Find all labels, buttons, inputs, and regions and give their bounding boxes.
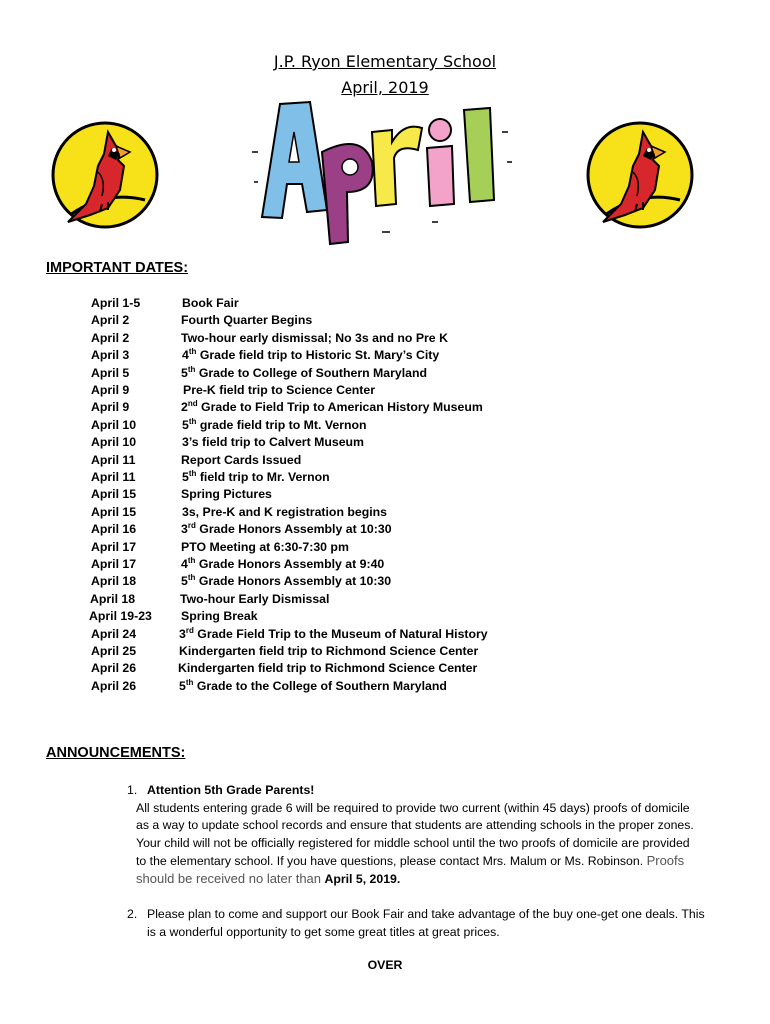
announcement-text: Your child will not be officially registered for middle school until the two proofs of domicile are provided — [136, 835, 690, 850]
event-date: April 9 — [91, 383, 130, 397]
event-date: April 9 — [91, 400, 130, 415]
event-date: April 5 — [91, 365, 130, 380]
april-letter-r — [372, 127, 422, 206]
event-date: April 3 — [91, 348, 130, 363]
event-description: Two-hour early dismissal; No 3s and no Pre K — [181, 330, 448, 345]
event-description: Book Fair — [182, 296, 239, 310]
event-description: 5th Grade to College of Southern Maryland — [181, 364, 428, 380]
april-letter-a — [262, 102, 327, 218]
announcement-text: to the elementary school. If you have questions, please contact Mrs. Malum or Ms. Robinson. Proofs — [136, 853, 685, 868]
school-name: J.P. Ryon Elementary School — [273, 52, 497, 71]
event-description: 4th Grade Honors Assembly at 9:40 — [181, 555, 385, 571]
event-description: Spring Break — [181, 609, 258, 624]
event-description: Pre-K field trip to Science Center — [183, 383, 376, 397]
event-description: Spring Pictures — [181, 487, 272, 502]
event-description: 5th field trip to Mr. Vernon — [182, 468, 330, 484]
announcement-number: 1. — [127, 783, 138, 797]
event-date: April 15 — [91, 504, 137, 519]
event-date: April 25 — [91, 644, 137, 658]
important-dates-heading: IMPORTANT DATES: — [46, 260, 189, 276]
event-description: 4th Grade field trip to Historic St. Mary’s City — [182, 347, 440, 363]
event-date: April 19-23 — [89, 609, 152, 624]
event-date: April 10 — [91, 435, 137, 450]
event-date: April 2 — [91, 313, 130, 328]
announcements-heading: ANNOUNCEMENTS: — [46, 745, 186, 761]
event-date: April 18 — [90, 591, 136, 606]
cardinal-logo-right — [585, 120, 695, 230]
event-date: April 24 — [91, 626, 137, 641]
event-date: April 1-5 — [91, 296, 141, 310]
april-clipart — [232, 92, 532, 252]
event-description: 3’s field trip to Calvert Museum — [182, 435, 364, 450]
event-description: 5th Grade to the College of Southern Maryland — [179, 677, 447, 693]
over-label: OVER — [367, 958, 403, 972]
event-date: April 10 — [91, 417, 137, 432]
event-date: April 26 — [91, 678, 137, 693]
event-date: April 2 — [91, 330, 130, 345]
april-letter-l — [464, 108, 494, 202]
cardinal-logo-left — [50, 120, 160, 230]
announcement-text: as a way to update school records and ensure that students are attending schools in the proper zones. — [136, 818, 694, 832]
month-year: April, 2019 — [341, 78, 429, 97]
announcement-text: should be received no later than April 5, 2019. — [136, 870, 401, 886]
event-description: 3s, Pre-K and K registration begins — [182, 504, 387, 519]
event-description: 5th grade field trip to Mt. Vernon — [182, 416, 367, 432]
announcement-number: 2. — [127, 907, 138, 921]
announcement-text: is a wonderful opportunity to get some great titles at great prices. — [147, 924, 500, 939]
announcement-text: Please plan to come and support our Book Fair and take advantage of the buy one-get one deals. This — [147, 907, 705, 921]
event-description: Kindergarten field trip to Richmond Science Center — [179, 644, 479, 658]
event-date: April 17 — [91, 557, 137, 571]
event-description: Two-hour Early Dismissal — [180, 591, 330, 606]
event-date: April 15 — [91, 487, 137, 502]
april-letter-p — [322, 144, 373, 244]
event-description: Fourth Quarter Begins — [181, 313, 313, 328]
event-description: 3rd Grade Field Trip to the Museum of Natural History — [179, 625, 488, 641]
announcement-text: All students entering grade 6 will be required to provide two current (within 45 days) proofs of domicile — [136, 800, 690, 815]
event-description: Report Cards Issued — [181, 452, 302, 467]
event-date: April 11 — [91, 452, 136, 467]
event-description: 5th Grade Honors Assembly at 10:30 — [181, 573, 392, 589]
event-description: Kindergarten field trip to Richmond Science Center — [178, 661, 478, 676]
event-date: April 11 — [91, 470, 136, 484]
event-date: April 26 — [91, 661, 137, 676]
event-date: April 18 — [91, 574, 137, 589]
event-date: April 16 — [91, 522, 137, 537]
event-description: 2nd Grade to Field Trip to American History Museum — [181, 399, 483, 415]
announcement-title: Attention 5th Grade Parents! — [147, 783, 315, 797]
event-description: 3rd Grade Honors Assembly at 10:30 — [181, 521, 392, 537]
event-description: PTO Meeting at 6:30-7:30 pm — [181, 539, 349, 554]
april-letter-i — [427, 119, 454, 206]
event-date: April 17 — [91, 539, 137, 554]
